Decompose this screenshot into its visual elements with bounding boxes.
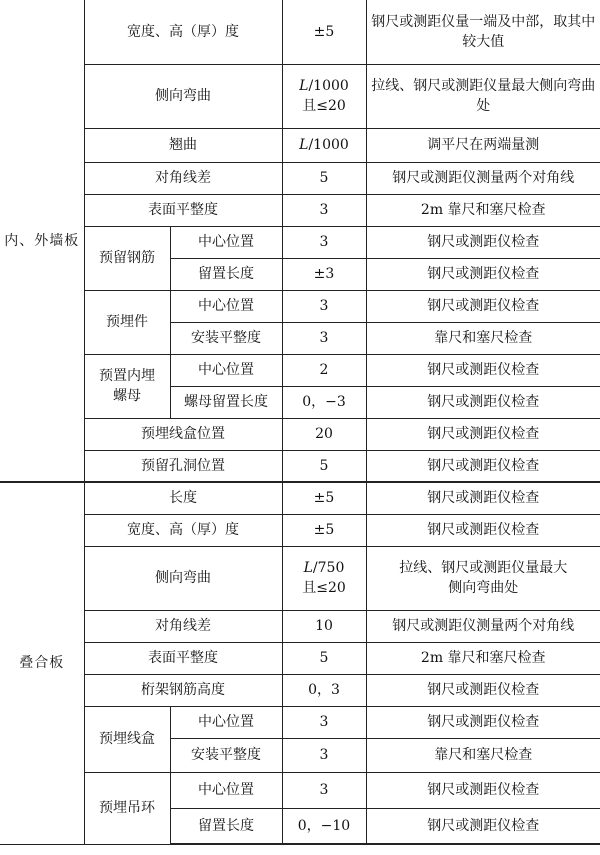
- group-label-wall: 内、外墙板: [0, 0, 84, 482]
- table-row: [0, 290, 600, 322]
- tolerance-variable: L: [299, 78, 309, 94]
- item-cell: 宽度、高（厚）度: [84, 514, 282, 546]
- method-cell: 钢尺或测距仪检查: [366, 354, 600, 386]
- table-row: [0, 0, 600, 64]
- method-cell: 钢尺或测距仪检查: [366, 258, 600, 290]
- tolerance-cell: 0，3: [282, 674, 366, 706]
- table-row: [0, 128, 600, 162]
- group-label-slab: 叠合板: [0, 482, 84, 844]
- tolerance-cell: [282, 64, 366, 128]
- method-cell: 2m 靠尺和塞尺检查: [366, 642, 600, 674]
- table-row: [0, 64, 600, 128]
- method-cell: 2m 靠尺和塞尺检查: [366, 194, 600, 226]
- table-row: [0, 418, 600, 450]
- tolerance-variable: L: [299, 137, 309, 153]
- tolerance-cell: 10: [282, 610, 366, 642]
- item-cell: 螺母留置长度: [170, 386, 282, 418]
- method-cell: 调平尺在两端量测: [366, 128, 600, 162]
- tolerance-cell: 3: [282, 226, 366, 258]
- method-cell: 靠尺和塞尺检查: [366, 322, 600, 354]
- tolerance-cell: 0，−3: [282, 386, 366, 418]
- method-cell: 钢尺或测距仪测量两个对角线: [366, 610, 600, 642]
- tolerance-cell: 3: [282, 290, 366, 322]
- method-cell: 钢尺或测距仪检查: [366, 482, 600, 514]
- item-cell: 预埋线盒位置: [84, 418, 282, 450]
- table-row: [0, 482, 600, 514]
- method-cell: 钢尺或测距仪检查: [366, 226, 600, 258]
- tolerance-divisor: /750: [312, 560, 345, 576]
- tolerance-cell: 3: [282, 738, 366, 772]
- item-cell: 表面平整度: [84, 642, 282, 674]
- method-cell: 钢尺或测距仪检查: [366, 772, 600, 808]
- tolerance-cell: [282, 546, 366, 610]
- tolerance-divisor: /1000: [308, 137, 349, 153]
- item-cell: 桁架钢筋高度: [84, 674, 282, 706]
- item-cell: 中心位置: [170, 706, 282, 738]
- subgroup-label: 预置内埋螺母: [84, 354, 170, 418]
- item-cell: 中心位置: [170, 290, 282, 322]
- tolerance-cell: 3: [282, 706, 366, 738]
- table-row: [0, 162, 600, 194]
- tolerance-divisor: /1000: [308, 78, 349, 94]
- table-row: [0, 226, 600, 258]
- item-cell: 预留孔洞位置: [84, 450, 282, 482]
- tolerance-cell: ±3: [282, 258, 366, 290]
- method-cell: 靠尺和塞尺检查: [366, 738, 600, 772]
- tolerance-cell: 5: [282, 450, 366, 482]
- tolerance-cell: ±5: [282, 482, 366, 514]
- item-cell: 侧向弯曲: [84, 546, 282, 610]
- tolerance-cell: 2: [282, 354, 366, 386]
- table-row: [0, 642, 600, 674]
- table-row: [0, 514, 600, 546]
- tolerance-cell: 3: [282, 772, 366, 808]
- tolerance-cell: [282, 128, 366, 162]
- item-cell: 中心位置: [170, 226, 282, 258]
- tolerance-cell: ±5: [282, 514, 366, 546]
- tolerance-variable: L: [303, 560, 313, 576]
- tolerance-cell: 0，−10: [282, 808, 366, 844]
- subgroup-label: 预埋件: [84, 290, 170, 354]
- item-cell: 对角线差: [84, 162, 282, 194]
- table-row: [0, 706, 600, 738]
- table-row: [0, 194, 600, 226]
- tolerance-cell: 20: [282, 418, 366, 450]
- table-row: [0, 450, 600, 482]
- method-cell: 钢尺或测距仪量一端及中部，取其中较大值: [366, 0, 600, 64]
- subgroup-label: 预埋线盒: [84, 706, 170, 772]
- item-cell: 中心位置: [170, 354, 282, 386]
- method-cell: 拉线、钢尺或测距仪量最大侧向弯曲处: [366, 64, 600, 128]
- table-row: [0, 354, 600, 386]
- tolerance-cell: 3: [282, 322, 366, 354]
- tolerance-cell: 5: [282, 642, 366, 674]
- table-row: [0, 610, 600, 642]
- table-row: [0, 546, 600, 610]
- method-cell: 拉线、钢尺或测距仪量最大侧向弯曲处: [366, 546, 600, 610]
- tolerance-cell: 3: [282, 194, 366, 226]
- item-cell: 留置长度: [170, 258, 282, 290]
- item-cell: 留置长度: [170, 808, 282, 844]
- method-cell: 钢尺或测距仪测量两个对角线: [366, 162, 600, 194]
- method-cell: 钢尺或测距仪检查: [366, 418, 600, 450]
- item-cell: 安装平整度: [170, 322, 282, 354]
- method-cell: 钢尺或测距仪检查: [366, 808, 600, 844]
- item-cell: 宽度、高（厚）度: [84, 0, 282, 64]
- item-cell: 对角线差: [84, 610, 282, 642]
- method-cell: 钢尺或测距仪检查: [366, 514, 600, 546]
- method-cell: 钢尺或测距仪检查: [366, 450, 600, 482]
- method-cell: 钢尺或测距仪检查: [366, 706, 600, 738]
- item-cell: 侧向弯曲: [84, 64, 282, 128]
- item-cell: 中心位置: [170, 772, 282, 808]
- method-cell: 钢尺或测距仪检查: [366, 674, 600, 706]
- table-row: [0, 772, 600, 808]
- item-cell: 长度: [84, 482, 282, 514]
- table-row: [0, 674, 600, 706]
- item-cell: 翘曲: [84, 128, 282, 162]
- tolerance-cell: 5: [282, 162, 366, 194]
- tolerance-cap: 且≤20: [302, 98, 346, 114]
- item-cell: 表面平整度: [84, 194, 282, 226]
- item-cell: 安装平整度: [170, 738, 282, 772]
- tolerance-cap: 且≤20: [302, 580, 346, 596]
- method-cell: 钢尺或测距仪检查: [366, 290, 600, 322]
- tolerance-cell: ±5: [282, 0, 366, 64]
- subgroup-label: 预留钢筋: [84, 226, 170, 290]
- method-cell: 钢尺或测距仪检查: [366, 386, 600, 418]
- subgroup-label: 预埋吊环: [84, 772, 170, 844]
